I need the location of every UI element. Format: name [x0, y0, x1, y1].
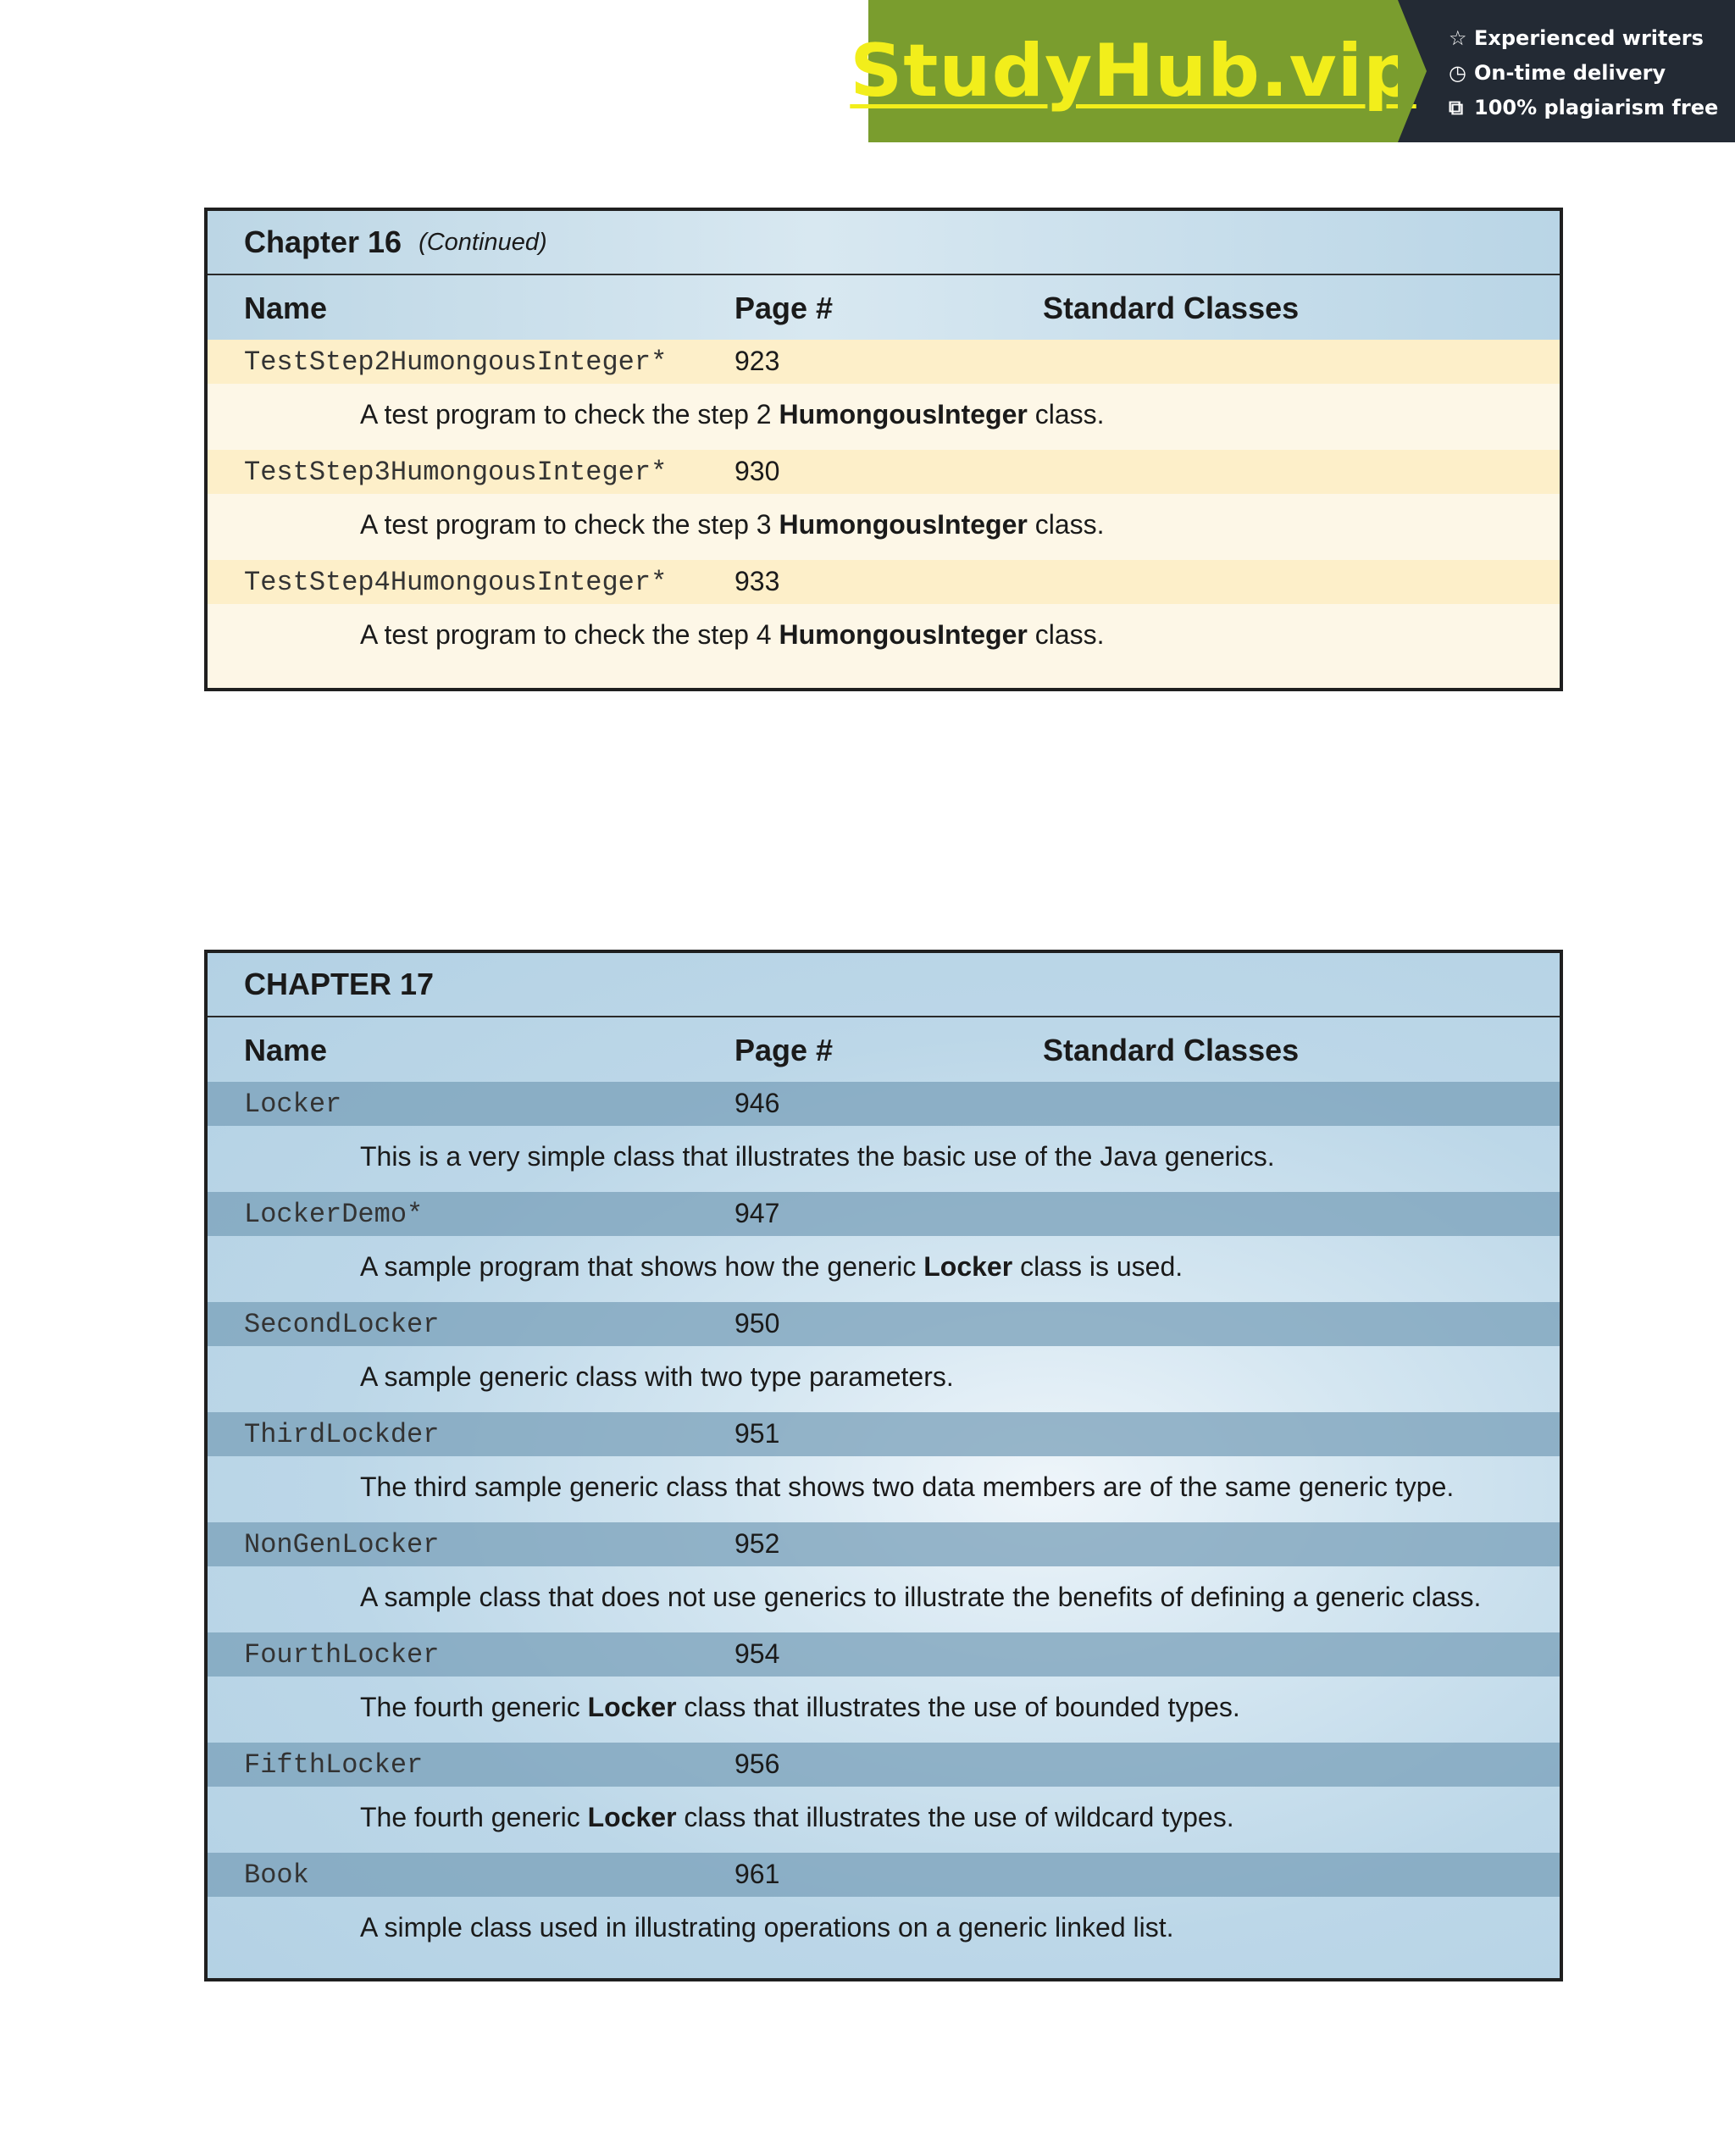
- class-name: FifthLocker: [244, 1749, 424, 1781]
- page-number: 930: [734, 456, 780, 486]
- class-name: SecondLocker: [244, 1309, 440, 1340]
- chapter-heading: Chapter 16: [244, 224, 402, 259]
- table-row: [208, 1302, 1560, 1346]
- description-bold: HumongousInteger: [779, 619, 1028, 650]
- column-header-standard: Standard Classes: [1043, 291, 1300, 325]
- class-name: TestStep2HumongousInteger*: [244, 346, 668, 378]
- description-bold: HumongousInteger: [779, 509, 1028, 540]
- description-part: The third sample generic class that shows two data members are of the same generic type.: [360, 1472, 1455, 1502]
- description-text: [360, 1802, 1234, 1833]
- table-body: [208, 1082, 1560, 1963]
- page-number: 946: [734, 1088, 780, 1118]
- brand-panel: [850, 0, 1416, 142]
- class-name: TestStep4HumongousInteger*: [244, 567, 668, 598]
- chapter-16-table: [204, 208, 1563, 691]
- description-part: class.: [1027, 509, 1105, 540]
- row-description: [208, 1346, 1560, 1412]
- row-description: [208, 494, 1560, 560]
- description-bold: Locker: [923, 1251, 1013, 1282]
- row-description: [208, 1897, 1560, 1963]
- description-bold: HumongousInteger: [779, 399, 1028, 430]
- feature-list: [1398, 0, 1735, 142]
- column-headers: [208, 1017, 1560, 1082]
- description-text: [360, 1251, 1183, 1283]
- description-part: A sample class that does not use generics to illustrate the benefits of defining a generic class.: [360, 1582, 1482, 1612]
- description-part: class that illustrates the use of bounded types.: [676, 1692, 1240, 1722]
- class-name: NonGenLocker: [244, 1529, 440, 1560]
- row-description: [208, 1787, 1560, 1853]
- feature-label: On-time delivery: [1474, 60, 1666, 85]
- page-number: 950: [734, 1308, 780, 1338]
- description-text: [360, 1912, 1174, 1943]
- row-description: [208, 1677, 1560, 1743]
- page-number: 961: [734, 1859, 780, 1889]
- class-name: LockerDemo*: [244, 1199, 424, 1230]
- class-name: Locker: [244, 1089, 342, 1120]
- column-header-page: Page #: [734, 1033, 834, 1067]
- class-name: Book: [244, 1859, 309, 1891]
- chapter-17-table: [204, 950, 1563, 1981]
- table-row: [208, 1743, 1560, 1787]
- table-row: [208, 1853, 1560, 1897]
- page-number: 954: [734, 1638, 780, 1669]
- row-description: [208, 604, 1560, 670]
- description-part: The fourth generic: [360, 1692, 588, 1722]
- table-row: [208, 450, 1560, 494]
- class-name: ThirdLockder: [244, 1419, 440, 1450]
- feature-item: [1449, 55, 1735, 90]
- page-number: 933: [734, 566, 780, 596]
- description-part: The fourth generic: [360, 1802, 588, 1832]
- description-bold: Locker: [587, 1692, 677, 1722]
- class-name: FourthLocker: [244, 1639, 440, 1671]
- feature-item: [1449, 90, 1735, 125]
- row-description: [208, 384, 1560, 450]
- table-row: [208, 1632, 1560, 1677]
- row-description: [208, 1126, 1560, 1192]
- description-text: [360, 1472, 1454, 1503]
- column-header-standard: Standard Classes: [1043, 1033, 1300, 1067]
- star-icon: ☆: [1449, 25, 1467, 50]
- page-number: 956: [734, 1749, 780, 1779]
- row-description: [208, 1456, 1560, 1522]
- chapter-heading: CHAPTER 17: [244, 967, 435, 1001]
- description-part: class that illustrates the use of wildcard types.: [676, 1802, 1234, 1832]
- description-text: [360, 1692, 1240, 1723]
- chapter-title: [208, 211, 1560, 275]
- page-number: 951: [734, 1418, 780, 1449]
- description-part: A sample program that shows how the generic: [360, 1251, 924, 1282]
- description-part: A test program to check the step 3: [360, 509, 779, 540]
- description-bold: Locker: [587, 1802, 677, 1832]
- page-number: 947: [734, 1198, 780, 1228]
- column-header-name: Name: [244, 1033, 328, 1067]
- feature-label: 100% plagiarism free: [1474, 95, 1719, 119]
- row-description: [208, 1566, 1560, 1632]
- description-part: class is used.: [1012, 1251, 1183, 1282]
- promo-banner[interactable]: [850, 0, 1735, 142]
- brand-logo: StudyHub.vip: [850, 29, 1416, 114]
- chapter-subtitle: (Continued): [419, 228, 547, 256]
- table-row: [208, 340, 1560, 384]
- chapter-title: [208, 953, 1560, 1017]
- clock-icon: ◷: [1449, 60, 1466, 85]
- description-part: A test program to check the step 2: [360, 399, 779, 430]
- column-header-name: Name: [244, 291, 328, 325]
- feature-label: Experienced writers: [1474, 25, 1704, 50]
- description-text: [360, 1141, 1275, 1172]
- table-row: [208, 560, 1560, 604]
- page-number: 952: [734, 1528, 780, 1559]
- table-row: [208, 1522, 1560, 1566]
- description-part: class.: [1027, 619, 1105, 650]
- description-part: A sample generic class with two type parameters.: [360, 1361, 954, 1392]
- feature-item: [1449, 20, 1735, 55]
- table-row: [208, 1192, 1560, 1236]
- class-name: TestStep3HumongousInteger*: [244, 457, 668, 488]
- page-number: 923: [734, 346, 780, 376]
- description-part: A test program to check the step 4: [360, 619, 779, 650]
- table-body: [208, 340, 1560, 670]
- row-description: [208, 1236, 1560, 1302]
- table-row: [208, 1082, 1560, 1126]
- description-part: This is a very simple class that illustrates the basic use of the Java generics.: [360, 1141, 1275, 1172]
- table-row: [208, 1412, 1560, 1456]
- table-header: [208, 211, 1560, 340]
- description-text: [360, 1582, 1481, 1613]
- description-text: [360, 509, 1105, 540]
- description-text: [360, 1361, 954, 1393]
- copy-icon: ⧉: [1449, 95, 1464, 119]
- column-headers: [208, 275, 1560, 340]
- description-part: A simple class used in illustrating operations on a generic linked list.: [360, 1912, 1174, 1943]
- description-text: [360, 619, 1105, 651]
- column-header-page: Page #: [734, 291, 834, 325]
- description-part: class.: [1027, 399, 1105, 430]
- description-text: [360, 399, 1105, 430]
